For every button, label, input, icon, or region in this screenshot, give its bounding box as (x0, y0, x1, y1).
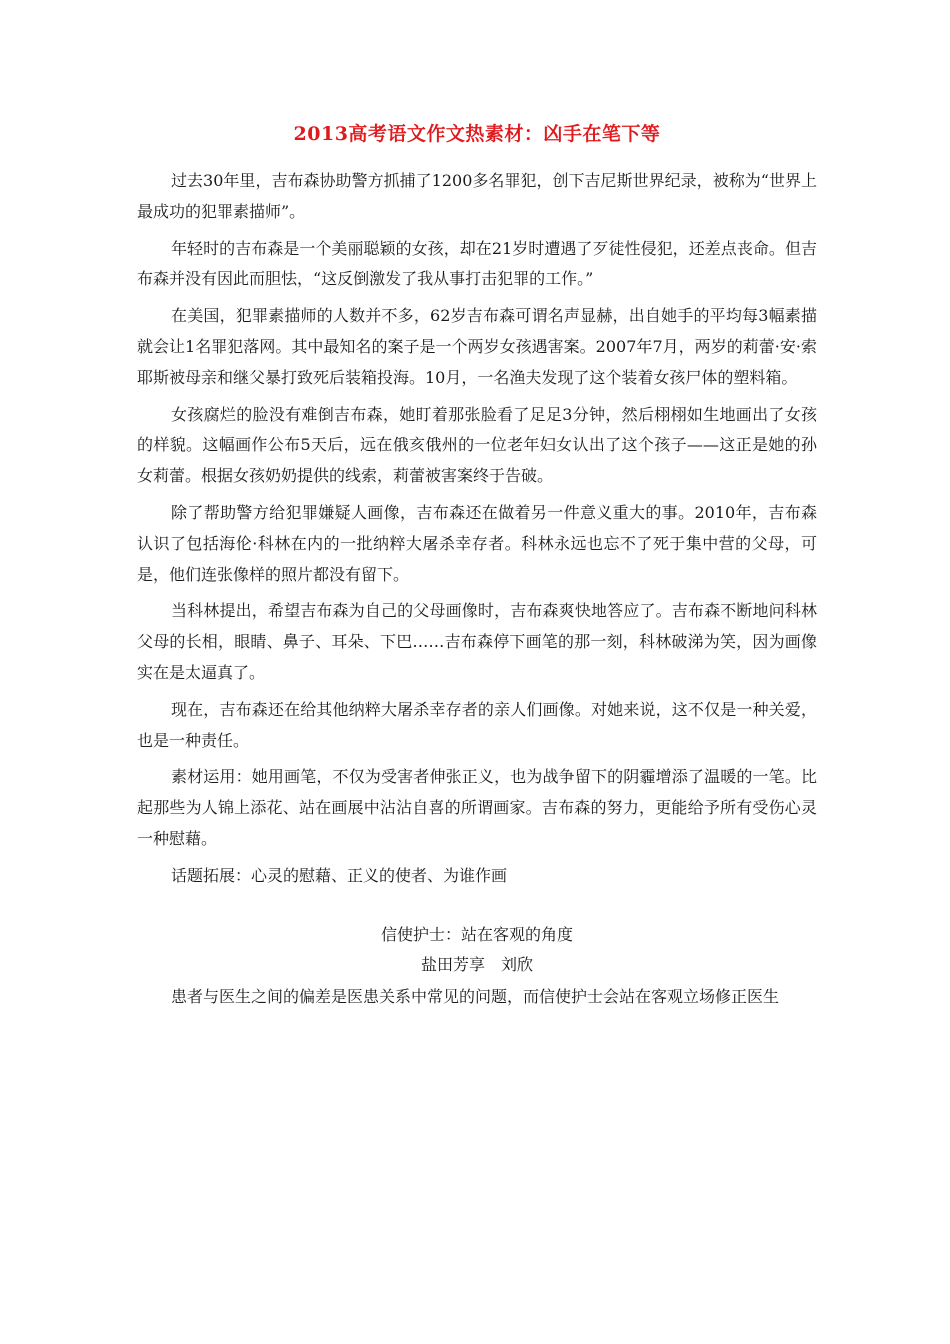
paragraph: 在美国，犯罪素描师的人数并不多，62岁吉布森可谓名声显赫，出自她手的平均每3幅素描就会让1名罪犯落网。其中最知名的案子是一个两岁女孩遇害案。2007年7月，两岁的莉蕾·安·索耶斯被母亲和继父暴打致死后装箱投海。10月，一名渔夫发现了这个装着女孩尸体的塑料箱。 (137, 306, 817, 387)
section-author: 盐田芳享 刘欣 (420, 954, 533, 974)
paragraph: 年轻时的吉布森是一个美丽聪颖的女孩，却在21岁时遭遇了歹徒性侵犯，还差点丧命。但吉布森并没有因此而胆怯，“这反倒激发了我从事打击犯罪的工作。” (137, 238, 817, 289)
paragraph: 除了帮助警方给犯罪嫌疑人画像，吉布森还在做着另一件意义重大的事。2010年，吉布森认识了包括海伦·科林在内的一批纳粹大屠杀幸存者。科林永远也忘不了死于集中营的父母，可是，他们连张像样的照片都没有留下。 (137, 502, 817, 584)
section-spacer (137, 898, 817, 920)
paragraph: 患者与医生之间的偏差是医患关系中常见的问题，而信使护士会站在客观立场修正医生 (171, 986, 780, 1006)
paragraph: 素材运用：她用画笔，不仅为受害者伸张正义，也为战争留下的阴霾增添了温暖的一笔。比起那些为人锦上添花、站在画展中沾沾自喜的所谓画家。吉布森的努力，更能给予所有受伤心灵一种慰藉。 (137, 767, 817, 848)
section-title: 信使护士：站在客观的角度 (380, 924, 573, 944)
paragraph: 女孩腐烂的脸没有难倒吉布森，她盯着那张脸看了足足3分钟，然后栩栩如生地画出了女孩的样貌。这幅画作公布5天后，远在俄亥俄州的一位老年妇女认出了这个孩子——这正是她的孙女莉蕾。根据女孩奶奶提供的线索，莉蕾被害案终于告破。 (137, 404, 817, 486)
document-page (137, 120, 817, 1012)
topic-expansion: 话题拓展：心灵的慰藉、正义的使者、为谁作画 (171, 865, 508, 885)
paragraph: 现在，吉布森还在给其他纳粹大屠杀幸存者的亲人们画像。对她来说，这不仅是一种关爱，也是一种责任。 (137, 699, 817, 750)
paragraph: 当科林提出，希望吉布森为自己的父母画像时，吉布森爽快地答应了。吉布森不断地问科林父母的长相，眼睛、鼻子、耳朵、下巴……吉布森停下画笔的那一刻，科林破涕为笑，因为画像实在是太逼真了。 (137, 601, 817, 682)
paragraph: 过去30年里，吉布森协助警方抓捕了1200多名罪犯，创下吉尼斯世界纪录，被称为“世界上最成功的犯罪素描师”。 (137, 171, 817, 221)
document-title: 2013高考语文作文热素材：凶手在笔下等 (293, 123, 661, 145)
